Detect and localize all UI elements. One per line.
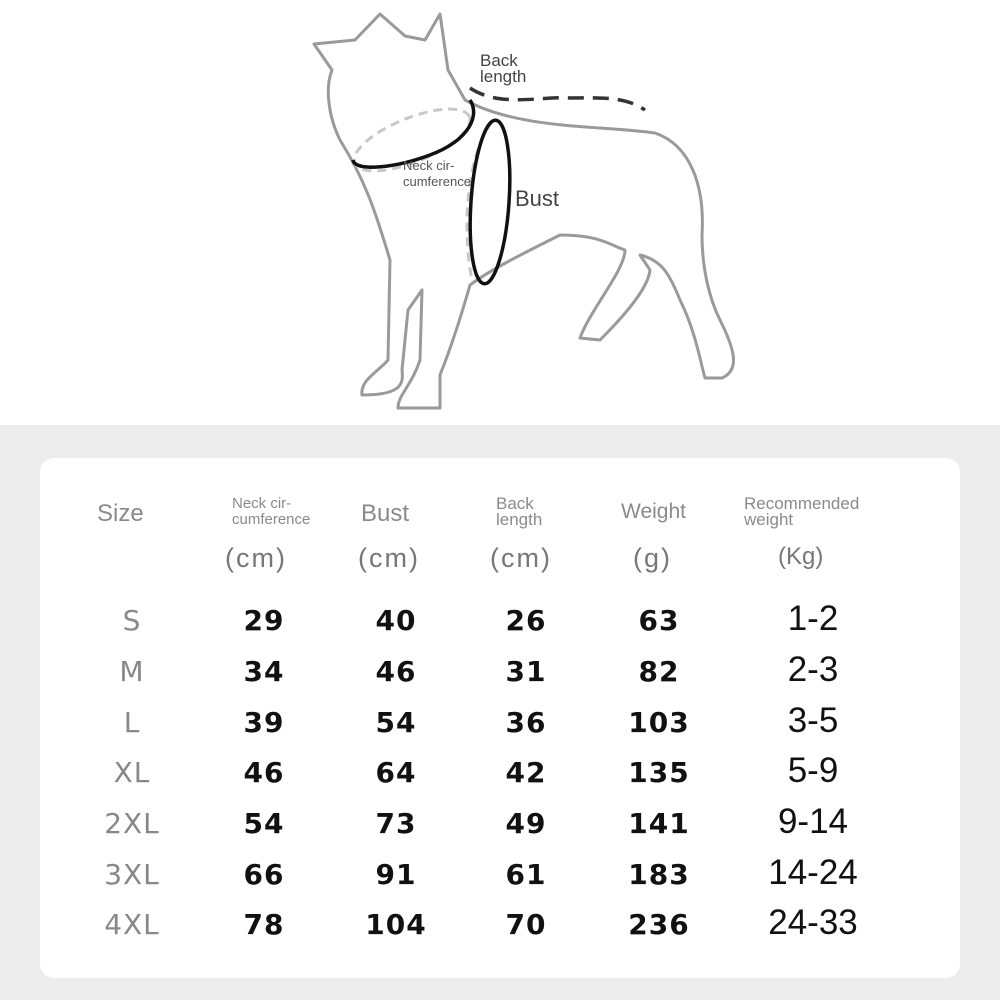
- cell-recommended: 5-9: [787, 751, 839, 790]
- cell-back: 61: [505, 858, 547, 891]
- size-chart-card: [40, 458, 960, 978]
- header-recommended-line1: Recommended: [744, 494, 860, 513]
- unit-neck: (cm): [225, 543, 287, 573]
- cell-bust: 91: [375, 858, 417, 891]
- header-neck: [232, 496, 310, 528]
- cell-recommended: 14-24: [768, 853, 858, 892]
- header-weight: Weight: [621, 500, 686, 523]
- neck-circumference-label: [403, 158, 471, 190]
- cell-weight: 236: [628, 908, 690, 941]
- cell-neck: 34: [243, 655, 285, 688]
- cell-bust: 64: [375, 756, 417, 789]
- cell-back: 70: [505, 908, 547, 941]
- unit-weight: (g): [633, 543, 672, 573]
- cell-back: 36: [505, 706, 547, 739]
- cell-recommended: 1-2: [787, 599, 839, 638]
- cell-weight: 82: [638, 655, 680, 688]
- cell-back: 49: [505, 807, 547, 840]
- cell-neck: 66: [243, 858, 285, 891]
- back-length-label: [480, 53, 526, 85]
- header-neck-line2: cumference: [232, 511, 311, 528]
- header-recommended-line2: weight: [744, 510, 794, 529]
- cell-neck: 46: [243, 756, 285, 789]
- cell-bust: 73: [375, 807, 417, 840]
- cell-neck: 54: [243, 807, 285, 840]
- cell-size: L: [123, 706, 141, 739]
- cell-size: XL: [113, 756, 151, 789]
- cell-size: 3XL: [104, 858, 160, 891]
- back-length-dashed-line: [470, 88, 645, 110]
- cell-recommended: 3-5: [787, 701, 839, 740]
- cell-weight: 141: [628, 807, 690, 840]
- cell-bust: 54: [375, 706, 417, 739]
- unit-back: (cm): [490, 543, 552, 573]
- cell-neck: 39: [243, 706, 285, 739]
- bust-label: Bust: [515, 186, 560, 211]
- neck-label-line1: Neck cir-: [403, 158, 455, 173]
- cell-weight: 103: [628, 706, 690, 739]
- cell-weight: 183: [628, 858, 690, 891]
- back-length-label-line1: Back: [480, 51, 518, 70]
- cell-neck: 78: [243, 908, 285, 941]
- neck-label-line2: cumference: [403, 174, 471, 189]
- header-back-line2: length: [496, 510, 543, 529]
- cell-recommended: 2-3: [787, 650, 839, 689]
- cell-recommended: 9-14: [777, 802, 849, 841]
- cell-back: 42: [505, 756, 547, 789]
- header-size: Size: [97, 500, 144, 527]
- header-bust: Bust: [361, 500, 410, 527]
- cell-back: 31: [505, 655, 547, 688]
- cell-size: M: [119, 655, 145, 688]
- unit-bust: (cm): [358, 543, 420, 573]
- cell-size: 2XL: [104, 807, 160, 840]
- cell-bust: 104: [365, 908, 427, 941]
- header-back-line1: Back: [496, 494, 534, 513]
- cell-size: S: [122, 604, 142, 637]
- cell-bust: 46: [375, 655, 417, 688]
- cell-back: 26: [505, 604, 547, 637]
- cell-bust: 40: [375, 604, 417, 637]
- header-neck-line1: Neck cir-: [232, 495, 292, 512]
- diagram-area: [0, 0, 1000, 425]
- header-back-length: [496, 496, 542, 528]
- unit-recommended: (Kg): [778, 543, 824, 570]
- cell-weight: 135: [628, 756, 690, 789]
- back-length-label-line2: length: [480, 67, 527, 86]
- cell-weight: 63: [638, 604, 680, 637]
- cell-size: 4XL: [104, 908, 160, 941]
- cell-neck: 29: [243, 604, 285, 637]
- cell-recommended: 24-33: [768, 903, 858, 942]
- bust-ring-front: [465, 119, 514, 285]
- header-recommended-weight: [744, 496, 859, 528]
